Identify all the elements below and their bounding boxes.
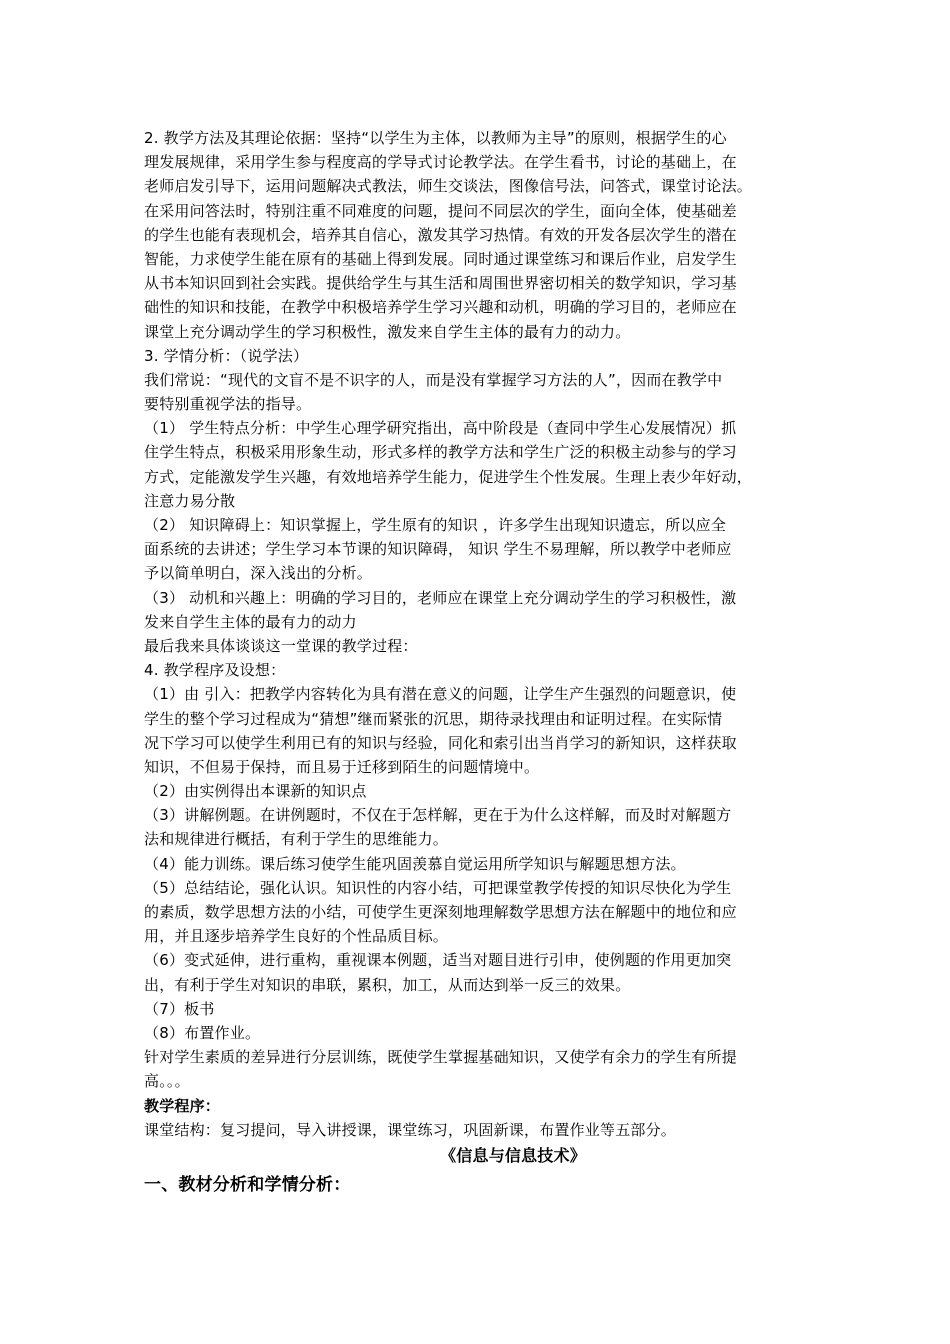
paragraph-line: 出，有利于学生对知识的串联，累积，加工，从而达到举一反三的效果。: [144, 975, 631, 994]
section-heading: 一、教材分析和学情分析：: [144, 1174, 351, 1195]
paragraph-line: （6）变式延伸，进行重构，重视课本例题，适当对题目进行引申，使例题的作用更加突: [144, 951, 732, 970]
paragraph-line: （3） 动机和兴趣上：明确的学习目的，老师应在课堂上充分调动学生的学习积极性，激: [144, 588, 737, 607]
section-title: 《信息与信息技术》: [440, 1145, 586, 1165]
paragraph-line: 从书本知识回到社会实践。提供给学生与其生活和周围世界密切相关的数学知识，学习基: [144, 274, 737, 293]
section-heading-line: 4. 教学程序及设想：: [144, 661, 286, 680]
paragraph-line: 课堂上充分调动学生的学习积极性，激发来自学生主体的最有力的动力。: [144, 322, 631, 341]
paragraph-line: 2. 教学方法及其理论依据：坚持“以学生为主体，以教师为主导”的原则，根据学生的心: [144, 129, 727, 147]
paragraph-line: 用，并且逐步培养学生良好的个性品质目标。: [144, 927, 449, 946]
paragraph-line: 我们常说：“现代的文盲不是不识字的人，而是没有掌握学习方法的人”，因而在教学中: [144, 370, 723, 389]
paragraph-line: （2）由实例得出本课新的知识点: [144, 782, 367, 801]
paragraph-line: （1） 学生特点分析：中学生心理学研究指出，高中阶段是（查同中学生心发展情况）抓: [144, 419, 737, 438]
paragraph-line: 的学生也能有表现机会，培养其自信心，激发其学习热情。有效的开发各层次学生的潜在: [144, 225, 737, 244]
paragraph-line: 课堂结构：复习提问，导入讲授课，课堂练习，巩固新课，布置作业等五部分。: [144, 1120, 677, 1139]
paragraph-line: 学生的整个学习过程成为“猜想”继而紧张的沉思，期待录找理由和证明过程。在实际情: [144, 709, 723, 728]
paragraph-line: 住学生特点，积极采用形象生动，形式多样的教学方法和学生广泛的积极主动参与的学习: [144, 443, 737, 462]
paragraph-line: （2） 知识障碍上：知识掌握上，学生原有的知识 ，许多学生出现知识遗忘，所以应全: [144, 516, 727, 534]
section-heading-line: 3. 学情分析：（说学法）: [144, 346, 309, 365]
document-body: [144, 126, 812, 1200]
paragraph-line: （4）能力训练。课后练习使学生能巩固羡慕自觉运用所学知识与解题思想方法。: [144, 854, 686, 873]
paragraph-line: 智能，力求使学生能在原有的基础上得到发展。同时通过课堂练习和课后作业，启发学生: [144, 249, 737, 268]
paragraph-line: （7）板书: [144, 999, 215, 1018]
paragraph-line: 的素质，数学思想方法的小结，可使学生更深刻地理解数学思想方法在解题中的地位和应: [144, 903, 737, 921]
paragraph-line: 要特别重视学法的指导。: [144, 395, 312, 414]
paragraph-line: 方式，定能激发学生兴趣，有效地培养学生能力，促进学生个性发展。生理上表少年好动，: [144, 467, 753, 486]
paragraph-line: 发来自学生主体的最有力的动力: [144, 612, 357, 631]
paragraph-line: 法和规律进行概括，有利于学生的思维能力。: [144, 830, 449, 849]
paragraph-line: （5）总结结论，强化认识。知识性的内容小结，可把课堂教学传授的知识尽快化为学生: [144, 878, 732, 897]
paragraph-line: 注意力易分散: [144, 491, 236, 510]
paragraph-line: 老师启发引导下，运用问题解决式教法，师生交谈法，图像信号法，问答式，课堂讨论法。: [144, 177, 753, 196]
paragraph-line: 予以简单明白，深入浅出的分析。: [144, 564, 373, 583]
paragraph-line: （1）由 引入：把教学内容转化为具有潜在意义的问题，让学生产生强烈的问题意识，使: [144, 685, 737, 704]
paragraph-line: 最后我来具体谈谈这一堂课的教学过程：: [144, 636, 418, 655]
paragraph-line: 础性的知识和技能，在教学中积极培养学生学习兴趣和动机，明确的学习目的，老师应在: [144, 298, 737, 317]
paragraph-line: 在采用问答法时，特别注重不同难度的问题，提问不同层次的学生，面向全体，使基础差: [144, 201, 737, 220]
paragraph-line: （3）讲解例题。在讲例题时，不仅在于怎样解，更在于为什么这样解，而及时对解题方: [144, 806, 732, 825]
paragraph-line: 况下学习可以使学生利用已有的知识与经验，同化和索引出当肖学习的新知识，这样获取: [144, 733, 737, 752]
paragraph-line: 知识，不但易于保持，而且易于迁移到陌生的问题情境中。: [144, 757, 540, 776]
bold-subheading: 教学程序：: [144, 1096, 221, 1115]
paragraph-line: 面系统的去讲述；学生学习本节课的知识障碍， 知识 学生不易理解，所以教学中老师应: [144, 540, 732, 559]
paragraph-line: 高。。。: [144, 1072, 190, 1091]
paragraph-line: （8）布置作业。: [144, 1023, 261, 1042]
paragraph-line: 针对学生素质的差异进行分层训练，既使学生掌握基础知识，又使学有余力的学生有所提: [144, 1048, 737, 1067]
paragraph-line: 理发展规律，采用学生参与程度高的学导式讨论教学法。在学生看书，讨论的基础上，在: [144, 153, 737, 172]
